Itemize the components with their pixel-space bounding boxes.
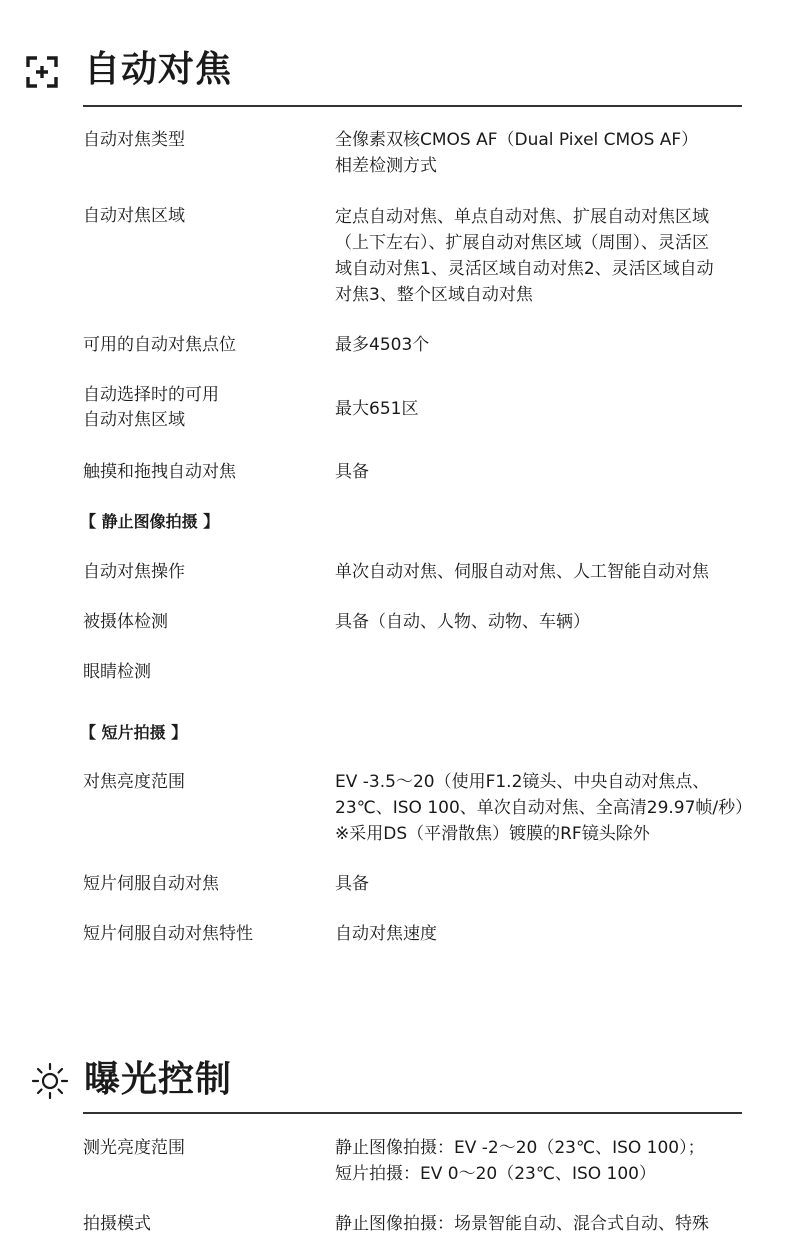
subsection-heading-movie: 【 短片拍摄 】 <box>80 723 188 742</box>
spec-label: 自动对焦类型 <box>83 130 185 150</box>
sun-icon <box>31 1062 69 1100</box>
spec-label: 被摄体检测 <box>83 612 168 632</box>
spec-label: 眼睛检测 <box>83 662 151 682</box>
spec-label: 触摸和拖拽自动对焦 <box>83 462 236 482</box>
spec-value: EV -3.5～20（使用F1.2镜头、中央自动对焦点、 23℃、ISO 100、单次自动对焦、全高清29.97帧/秒） ※采用DS（平滑散焦）镀膜的RF镜头除外 <box>335 772 753 844</box>
spec-value: 最大651区 <box>335 399 419 419</box>
section-title-exposure: 曝光控制 <box>84 1059 233 1100</box>
spec-value: 具备 <box>335 874 369 894</box>
spec-value: 具备（自动、人物、动物、车辆） <box>335 612 590 632</box>
subsection-heading-still: 【 静止图像拍摄 】 <box>80 512 220 531</box>
spec-label: 短片伺服自动对焦特性 <box>83 924 253 944</box>
spec-label: 可用的自动对焦点位 <box>83 335 236 355</box>
spec-value: 定点自动对焦、单点自动对焦、扩展自动对焦区域 （上下左右）、扩展自动对焦区域（周围）、灵活区 域自动对焦1、灵活区域自动对焦2、灵活区域自动 对焦3、整个区域自动对焦 <box>335 207 714 305</box>
spec-value: 静止图像拍摄：场景智能自动、混合式自动、特殊 <box>335 1214 709 1234</box>
spec-label: 自动对焦操作 <box>83 562 185 582</box>
spec-label: 自动对焦区域 <box>83 206 185 226</box>
spec-value: 单次自动对焦、伺服自动对焦、人工智能自动对焦 <box>335 562 709 582</box>
spec-value: 具备 <box>335 462 369 482</box>
spec-label: 自动选择时的可用 自动对焦区域 <box>83 385 219 430</box>
spec-label: 拍摄模式 <box>83 1214 151 1234</box>
section-title-autofocus: 自动对焦 <box>84 49 233 90</box>
spec-value: 自动对焦速度 <box>335 924 437 944</box>
section-divider <box>83 105 742 107</box>
spec-label: 测光亮度范围 <box>83 1138 185 1158</box>
autofocus-frame-icon <box>25 55 59 89</box>
spec-value: 全像素双核CMOS AF（Dual Pixel CMOS AF） 相差检测方式 <box>335 130 699 176</box>
spec-value: 静止图像拍摄：EV -2～20（23℃、ISO 100）； 短片拍摄：EV 0～20（23℃、ISO 100） <box>335 1138 705 1184</box>
spec-label: 短片伺服自动对焦 <box>83 874 219 894</box>
section-divider <box>83 1112 742 1114</box>
spec-value: 最多4503个 <box>335 335 430 355</box>
spec-label: 对焦亮度范围 <box>83 772 185 792</box>
